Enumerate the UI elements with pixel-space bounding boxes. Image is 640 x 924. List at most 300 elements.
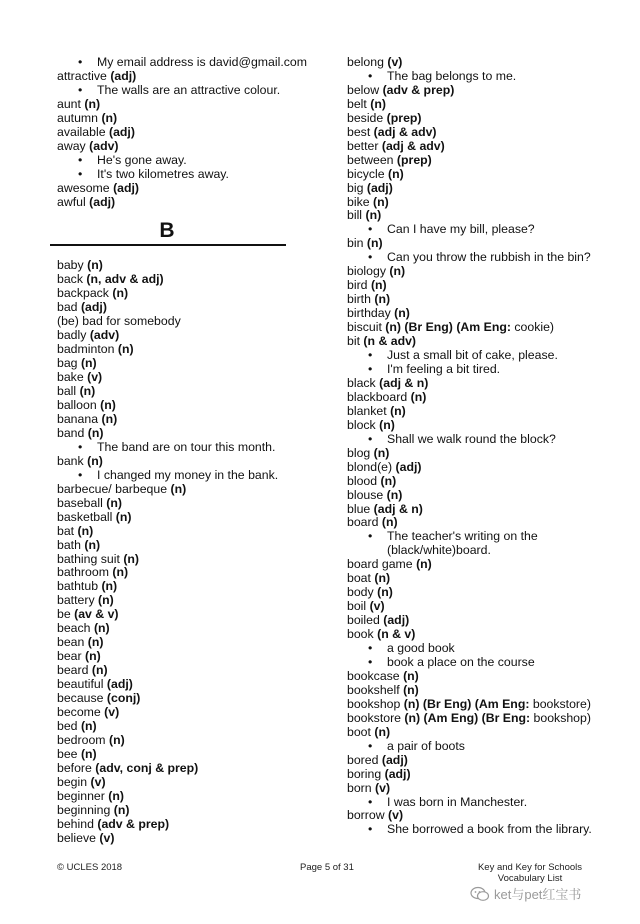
entry-part-of-speech: (n) (100, 398, 116, 413)
entry-word: barbecue/ barbeque (57, 481, 168, 496)
entry-part-of-speech: (n) (389, 264, 406, 279)
vocab-entry (57, 762, 297, 776)
vocab-entry (347, 768, 617, 782)
vocab-entry (347, 572, 617, 586)
entry-part-of-speech: (n) (98, 593, 114, 608)
entry-word: beginning (57, 802, 111, 817)
entry-word: better (347, 138, 379, 153)
entry-word: bored (347, 752, 379, 767)
vocab-entry (57, 832, 297, 846)
entry-word: biology (347, 264, 386, 279)
vocab-entry (57, 776, 297, 790)
vocab-entry (347, 265, 617, 279)
example-sentence: • a good book (347, 642, 617, 656)
entry-word: bike (347, 194, 370, 209)
wechat-icon (470, 886, 490, 902)
entry-part-of-speech: (n) (370, 96, 386, 111)
entry-part-of-speech: (prep) (396, 152, 432, 167)
entry-word: bird (347, 278, 368, 293)
entry-part-of-speech: (adj) (383, 613, 410, 628)
entry-word: bicycle (347, 166, 385, 181)
entry-word: basketball (57, 509, 113, 524)
entry-part-of-speech: (n) (91, 663, 108, 678)
entry-word: body (347, 585, 374, 600)
entry-part-of-speech: (n) (87, 453, 103, 468)
vocab-entry (347, 112, 617, 126)
entry-word: board (347, 515, 379, 530)
vocab-entry (57, 511, 297, 525)
entry-part-of-speech: (n) (84, 96, 101, 111)
vocab-entry (347, 84, 617, 98)
entry-part-of-speech: (adj) (384, 766, 411, 781)
vocab-entry (57, 608, 297, 622)
entry-part-of-speech: (n) (112, 565, 129, 580)
entry-part-of-speech: (n) (370, 278, 387, 293)
vocab-entry (347, 558, 617, 572)
vocab-entry (57, 720, 297, 734)
example-sentence: • The walls are an attractive colour. (57, 84, 297, 98)
example-sentence: • Shall we walk round the block? (347, 433, 617, 447)
entry-part-of-speech: (n) (403, 682, 419, 697)
vocab-entry (57, 818, 297, 832)
entry-word: bookstore) (529, 696, 591, 711)
entry-word: bean (57, 635, 85, 650)
vocab-entry (347, 461, 617, 475)
example-sentence: • The band are on tour this month. (57, 441, 297, 455)
vocab-entry (57, 301, 297, 315)
entry-part-of-speech: (n) (93, 621, 110, 636)
entry-word: between (347, 152, 394, 167)
entry-word: blackboard (347, 389, 408, 404)
entry-part-of-speech: (n) (374, 724, 391, 739)
vocab-entry (57, 413, 297, 427)
vocab-entry (57, 182, 297, 196)
entry-word: bag (57, 356, 78, 371)
entry-word: blog (347, 445, 371, 460)
entry-part-of-speech: (v) (369, 599, 385, 614)
entry-word: blanket (347, 403, 387, 418)
entry-part-of-speech: (v) (99, 830, 115, 845)
entry-word: be (57, 607, 71, 622)
entry-part-of-speech: (adv, conj & prep) (95, 760, 199, 775)
entry-part-of-speech: (n) (380, 473, 397, 488)
entry-word: badminton (57, 342, 115, 357)
entry-word: bank (57, 453, 84, 468)
entry-word: bee (57, 746, 78, 761)
entry-word: born (347, 780, 372, 795)
vocab-entry (57, 140, 297, 154)
vocab-entry (347, 335, 617, 349)
vocab-entry (347, 391, 617, 405)
entry-word: (be) bad for somebody (57, 314, 181, 329)
watermark (470, 884, 581, 903)
example-sentence: • The bag belongs to me. (347, 70, 617, 84)
section-divider (50, 244, 286, 246)
entry-part-of-speech: (adj) (108, 124, 135, 139)
entry-word: belong (347, 55, 384, 69)
example-sentence: • Just a small bit of cake, please. (347, 349, 617, 363)
entry-word: balloon (57, 398, 97, 413)
entry-part-of-speech: (v) (87, 370, 103, 385)
vocab-entry (57, 664, 297, 678)
vocab-entry (57, 70, 297, 84)
entry-part-of-speech: (n) (123, 551, 140, 566)
vocab-entry (347, 475, 617, 489)
example-sentence: • book a place on the course (347, 656, 617, 670)
entry-word: awful (57, 194, 86, 209)
vocab-entry (347, 516, 617, 530)
vocab-entry (57, 427, 297, 441)
vocab-entry (57, 636, 297, 650)
entry-part-of-speech: (n) (106, 495, 122, 510)
vocab-entry (57, 112, 297, 126)
entry-part-of-speech: (n) (394, 306, 410, 321)
entry-part-of-speech: (n) (386, 487, 403, 502)
entry-word: baby (57, 258, 84, 273)
entry-word: aunt (57, 96, 81, 111)
entry-word: bin (347, 236, 364, 251)
vocab-entry (57, 483, 297, 497)
vocab-entry (347, 670, 617, 684)
vocab-entry (347, 809, 617, 823)
example-sentence: • Can I have my bill, please? (347, 223, 617, 237)
entry-word: borrow (347, 808, 385, 823)
vocab-entry (347, 586, 617, 600)
entry-word: beach (57, 621, 91, 636)
entry-word: bookcase (347, 668, 400, 683)
entry-word: believe (57, 830, 96, 845)
entry-part-of-speech: (n) (410, 389, 427, 404)
entry-part-of-speech: (n) (101, 579, 118, 594)
entry-part-of-speech: (adj) (110, 68, 137, 83)
entry-part-of-speech: (n) (87, 425, 104, 440)
entry-part-of-speech: (v) (90, 774, 106, 789)
vocab-entry (57, 678, 297, 692)
vocab-entry (57, 594, 297, 608)
entry-part-of-speech: (n) (80, 718, 97, 733)
entry-part-of-speech: (v) (375, 780, 391, 795)
entry-word: bookstore (347, 710, 405, 725)
entry-word: boiled (347, 613, 380, 628)
entry-part-of-speech: (n) (170, 481, 187, 496)
vocab-entry (347, 377, 617, 391)
entry-part-of-speech: (n) (390, 403, 406, 418)
entry-part-of-speech: (adj & adv) (381, 138, 445, 153)
entry-part-of-speech: (n) (416, 557, 432, 572)
vocab-entry (347, 126, 617, 140)
entry-part-of-speech: (adv) (89, 138, 119, 153)
entry-word: boot (347, 724, 371, 739)
vocab-entry (57, 804, 297, 818)
footer-doc-title (475, 862, 585, 884)
entry-word: blond(e) (347, 459, 393, 474)
entry-word: birth (347, 292, 371, 307)
entry-word: away (57, 138, 86, 153)
entry-part-of-speech: (n) (388, 166, 404, 181)
vocab-entry (57, 357, 297, 371)
example-sentence: • My email address is david@gmail.com (57, 56, 297, 70)
entry-word: baseball (57, 495, 103, 510)
entry-part-of-speech: (n) (Br Eng) (Am Eng: (385, 320, 511, 335)
entry-word: below (347, 82, 380, 97)
entry-word: bookshop) (530, 710, 591, 725)
entry-part-of-speech: (n) (80, 356, 97, 371)
vocab-entry (347, 600, 617, 614)
entry-part-of-speech: (n) (Am Eng) (Br Eng: (404, 710, 531, 725)
vocab-entry (347, 321, 617, 335)
vocab-entry (347, 279, 617, 293)
entry-part-of-speech: (n) (117, 342, 134, 357)
entry-word: cookie) (510, 320, 555, 335)
entry-part-of-speech: (adj) (395, 459, 422, 474)
entry-word: bit (347, 334, 360, 349)
section-letter-heading: B (159, 219, 175, 243)
entry-word: bake (57, 370, 84, 385)
entry-part-of-speech: (n) (77, 523, 94, 538)
entry-word: band (57, 425, 85, 440)
vocab-entry (347, 628, 617, 642)
vocab-entry (57, 196, 297, 210)
entry-word: beginner (57, 788, 105, 803)
vocab-entry (347, 140, 617, 154)
entry-word: ball (57, 384, 77, 399)
entry-word: backpack (57, 286, 109, 301)
entry-word: bookshop (347, 696, 404, 711)
vocab-entry (347, 712, 617, 726)
entry-part-of-speech: (n) (87, 635, 104, 650)
vocab-entry (347, 182, 617, 196)
entry-part-of-speech: (n) (373, 445, 390, 460)
vocab-entry (347, 56, 617, 70)
entry-part-of-speech: (n) (377, 585, 393, 600)
example-sentence: • I was born in Manchester. (347, 796, 617, 810)
entry-word: best (347, 124, 371, 139)
vocab-entry (57, 497, 297, 511)
entry-part-of-speech: (n) (403, 668, 419, 683)
example-sentence: • The teacher's writing on the (347, 530, 617, 544)
footer-page-number: Page 5 of 31 (300, 862, 354, 873)
entry-word: big (347, 180, 364, 195)
entry-word: awesome (57, 180, 110, 195)
entry-part-of-speech: (adj) (381, 752, 408, 767)
entry-word: back (57, 272, 83, 287)
vocab-entry (347, 698, 617, 712)
entry-word: beard (57, 663, 89, 678)
watermark-text: ket与pet红宝书 (494, 887, 582, 902)
vocab-entry (57, 566, 297, 580)
vocab-entry (347, 154, 617, 168)
entry-word: blood (347, 473, 378, 488)
entry-word: biscuit (347, 320, 386, 335)
vocab-entry (57, 126, 297, 140)
vocab-entry (347, 405, 617, 419)
entry-part-of-speech: (n) (101, 411, 118, 426)
vocab-entry (57, 650, 297, 664)
entry-word: boring (347, 766, 382, 781)
vocab-entry (347, 782, 617, 796)
entry-part-of-speech: (adj) (366, 180, 393, 195)
entry-word: boat (347, 571, 371, 586)
entry-part-of-speech: (adj) (80, 300, 107, 315)
entry-part-of-speech: (n & adv) (363, 334, 417, 349)
vocab-entry (57, 580, 297, 594)
vocab-entry (347, 489, 617, 503)
example-sentence: • He's gone away. (57, 154, 297, 168)
entry-word: book (347, 627, 374, 642)
vocab-entry (57, 706, 297, 720)
entry-word: attractive (57, 68, 107, 83)
entry-part-of-speech: (n) (112, 286, 129, 301)
entry-part-of-speech: (n) (365, 208, 382, 223)
right-column (347, 56, 617, 837)
entry-part-of-speech: (adj & n) (379, 375, 429, 390)
entry-part-of-speech: (n) (366, 236, 383, 251)
entry-word: available (57, 124, 106, 139)
entry-word: beside (347, 110, 384, 125)
entry-part-of-speech: (v) (387, 55, 403, 69)
entry-part-of-speech: (n) (Br Eng) (Am Eng: (403, 696, 530, 711)
entry-word: before (57, 760, 92, 775)
entry-word: autumn (57, 110, 99, 125)
vocab-entry (347, 209, 617, 223)
entry-part-of-speech: (n) (374, 292, 391, 307)
vocab-entry (347, 196, 617, 210)
entry-part-of-speech: (n) (85, 649, 101, 664)
entry-word: battery (57, 593, 95, 608)
entry-word: block (347, 417, 376, 432)
entry-word: bathtub (57, 579, 99, 594)
example-sentence: • She borrowed a book from the library. (347, 823, 617, 837)
entry-part-of-speech: (n) (101, 110, 118, 125)
entry-part-of-speech: (n) (372, 194, 389, 209)
entry-word: banana (57, 411, 99, 426)
entry-part-of-speech: (adv & prep) (97, 816, 170, 831)
vocab-entry (57, 329, 297, 343)
entry-part-of-speech: (av & v) (74, 607, 119, 622)
entry-word: bathing suit (57, 551, 120, 566)
entry-part-of-speech: (adv & prep) (382, 82, 455, 97)
entry-word: bookshelf (347, 682, 400, 697)
vocab-entry (347, 754, 617, 768)
entry-word: bear (57, 649, 82, 664)
entry-part-of-speech: (conj) (106, 691, 141, 706)
entry-word: birthday (347, 306, 391, 321)
entry-part-of-speech: (v) (104, 704, 120, 719)
footer-doc-title-line2: Vocabulary List (497, 873, 563, 884)
entry-part-of-speech: (n) (80, 746, 97, 761)
vocab-entry (347, 237, 617, 251)
vocab-entry (347, 293, 617, 307)
vocab-entry (57, 399, 297, 413)
vocab-entry (57, 790, 297, 804)
entry-part-of-speech: (n & v) (377, 627, 416, 642)
left-column (57, 55, 307, 846)
entry-part-of-speech: (prep) (386, 110, 422, 125)
entry-part-of-speech: (adj) (89, 194, 116, 209)
vocab-entry (57, 455, 297, 469)
entry-word: blue (347, 501, 371, 516)
example-sentence: • It's two kilometres away. (57, 168, 297, 182)
entry-part-of-speech: (n) (374, 571, 391, 586)
entry-word: bedroom (57, 732, 106, 747)
footer-doc-title-line1: Key and Key for Schools (477, 862, 583, 873)
vocab-entry (57, 692, 297, 706)
entry-part-of-speech: (n, adv & adj) (86, 272, 164, 287)
vocab-entry (57, 622, 297, 636)
vocab-entry (57, 287, 297, 301)
entry-word: bath (57, 537, 81, 552)
entry-word: behind (57, 816, 94, 831)
entry-word: badly (57, 328, 87, 343)
vocab-entry (347, 684, 617, 698)
vocab-entry (347, 447, 617, 461)
entry-word: bill (347, 208, 363, 223)
entry-part-of-speech: (n) (87, 258, 103, 273)
entry-part-of-speech: (n) (115, 509, 132, 524)
entry-word: because (57, 691, 104, 706)
entry-word: beautiful (57, 677, 104, 692)
entry-part-of-speech: (adj & n) (373, 501, 423, 516)
entry-word: bad (57, 300, 78, 315)
vocab-entry (57, 748, 297, 762)
entry-part-of-speech: (adj) (113, 180, 140, 195)
entry-part-of-speech: (adj & adv) (373, 124, 437, 139)
entry-word: begin (57, 774, 88, 789)
vocab-entry (57, 385, 297, 399)
vocab-entry (347, 307, 617, 321)
entry-word: blouse (347, 487, 384, 502)
vocab-entry (57, 315, 297, 329)
footer-copyright: © UCLES 2018 (57, 862, 123, 873)
vocab-entry (57, 553, 297, 567)
entry-part-of-speech: (v) (388, 808, 404, 823)
entry-word: bathroom (57, 565, 109, 580)
entry-word: board game (347, 557, 413, 572)
entry-word: bat (57, 523, 75, 538)
example-sentence: • Can you throw the rubbish in the bin? (347, 251, 617, 265)
vocab-entry (57, 371, 297, 385)
entry-part-of-speech: (adj) (106, 677, 133, 692)
entry-word: bed (57, 718, 78, 733)
entry-part-of-speech: (n) (381, 515, 398, 530)
entry-part-of-speech: (n) (79, 384, 96, 399)
vocab-entry (57, 734, 297, 748)
vocab-entry (347, 614, 617, 628)
vocab-entry (347, 98, 617, 112)
example-sentence: • a pair of boots (347, 740, 617, 754)
entry-part-of-speech: (n) (113, 802, 130, 817)
vocab-entry (57, 273, 297, 287)
vocab-entry (57, 525, 297, 539)
vocab-entry (347, 168, 617, 182)
vocab-entry (57, 539, 297, 553)
vocab-entry (57, 259, 297, 273)
example-sentence: • I changed my money in the bank. (57, 469, 297, 483)
entry-word: become (57, 704, 101, 719)
vocab-entry (347, 503, 617, 517)
example-sentence: • I'm feeling a bit tired. (347, 363, 617, 377)
vocab-entry (57, 343, 297, 357)
example-sentence: (black/white)board. (387, 543, 491, 558)
entry-word: belt (347, 96, 367, 111)
vocab-entry (57, 98, 297, 112)
entry-part-of-speech: (n) (379, 417, 395, 432)
entry-word: boil (347, 599, 367, 614)
entry-word: black (347, 375, 376, 390)
entry-part-of-speech: (n) (84, 537, 101, 552)
vocab-entry (347, 726, 617, 740)
entry-part-of-speech: (adv) (89, 328, 120, 343)
